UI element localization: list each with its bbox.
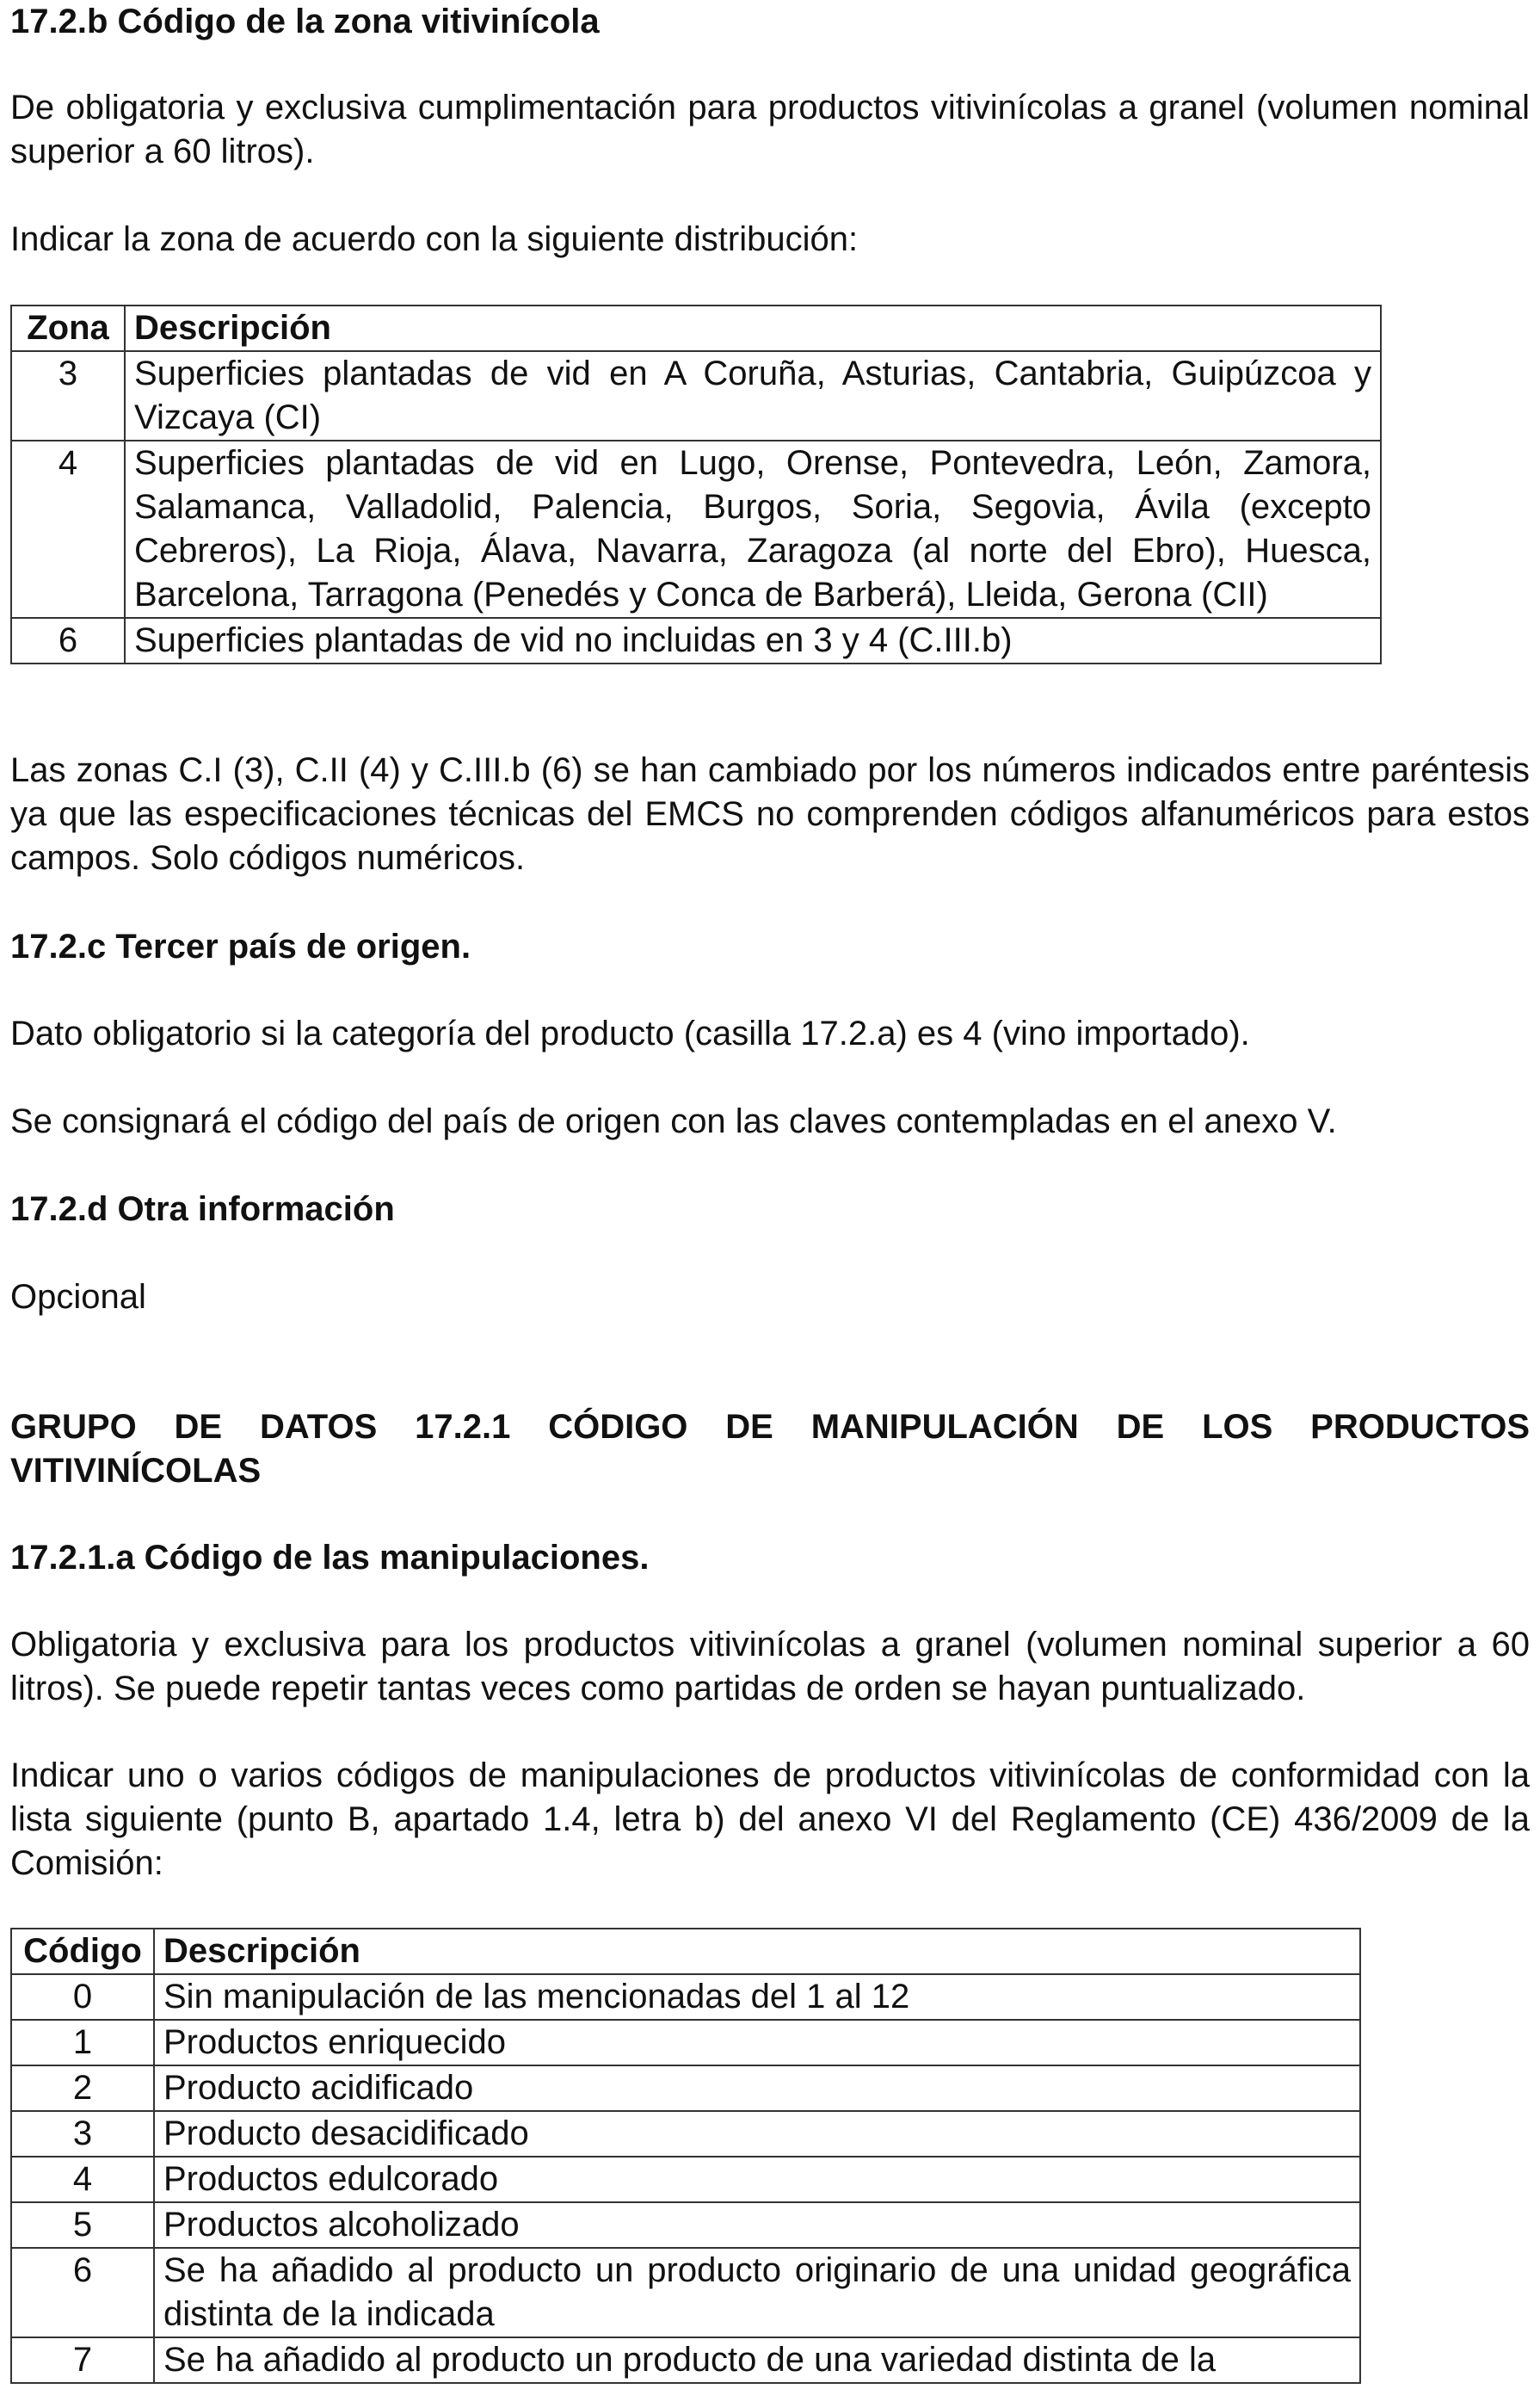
zone-code: 6: [11, 618, 125, 664]
paragraph-dato-obligatorio: Dato obligatorio si la categoría del producto (casilla 17.2.a) es 4 (vino importado).: [10, 1015, 1250, 1053]
zone-description: Superficies plantadas de vid en A Coruña, Asturias, Cantabria, Guipúzcoa y Vizcaya (CI): [125, 351, 1381, 441]
table-row: [11, 2202, 1360, 2248]
section-title-17-2-d: 17.2.d Otra información: [10, 1190, 395, 1228]
zone-table: [10, 305, 1382, 664]
manipulation-description: Productos edulcorado: [154, 2157, 1360, 2202]
section-title-17-2-b: 17.2.b Código de la zona vitivinícola: [10, 3, 600, 40]
paragraph-opcional: Opcional: [10, 1278, 146, 1316]
table-row: [11, 441, 1381, 618]
paragraph-codigo-pais: Se consignará el código del país de origen con las claves contempladas en el anexo V.: [10, 1102, 1337, 1140]
table-header-descripcion: Descripción: [125, 306, 1381, 351]
manipulation-table: [10, 1928, 1361, 2384]
manipulation-description: Sin manipulación de las mencionadas del 1 al 12: [154, 1974, 1360, 2020]
table-header-row: [11, 1929, 1360, 1974]
table-row: [11, 2157, 1360, 2202]
manipulation-description: Se ha añadido al producto un producto originario de una unidad geográfica distinta de la indicada: [154, 2248, 1360, 2337]
manipulation-description: Producto acidificado: [154, 2065, 1360, 2111]
section-title-17-2-1-a: 17.2.1.a Código de las manipulaciones.: [10, 1539, 650, 1577]
table-row: [11, 2248, 1360, 2337]
manipulation-description: Se ha añadido al producto un producto de una variedad distinta de la: [154, 2337, 1360, 2383]
table-row: [11, 2020, 1360, 2065]
table-row: [11, 2337, 1360, 2383]
table-row: [11, 1974, 1360, 2020]
group-title: GRUPO DE DATOS 17.2.1 CÓDIGO DE MANIPULACIÓN DE LOS PRODUCTOS VITIVINÍCOLAS: [10, 1408, 1530, 1490]
table-row: [11, 618, 1381, 664]
section-title-17-2-c: 17.2.c Tercer país de origen.: [10, 928, 471, 966]
manipulation-code: 2: [11, 2065, 154, 2111]
zone-description: Superficies plantadas de vid en Lugo, Orense, Pontevedra, León, Zamora, Salamanca, Valladolid, Palencia, Burgos, Soria, Segovia, Ávila (excepto Cebreros), La Rioja, Álava, Navarra, Zaragoza (al norte del Ebro), Huesca, Barcelona, Tarragona (Penedés y Conca de Barberá), Lleida, Gerona (CII): [125, 441, 1381, 618]
manipulation-code: 3: [11, 2111, 154, 2157]
paragraph-indicar-zona: Indicar la zona de acuerdo con la siguiente distribución:: [10, 220, 859, 258]
manipulation-code: 0: [11, 1974, 154, 2020]
paragraph-obligatoria-manipulaciones: Obligatoria y exclusiva para los productos vitivinícolas a granel (volumen nominal superior a 60 litros). Se puede repetir tantas veces como partidas de orden se hayan puntualizado.: [10, 1626, 1530, 1707]
table-row: [11, 2065, 1360, 2111]
table-row: [11, 2111, 1360, 2157]
paragraph-obligatoria: De obligatoria y exclusiva cumplimentación para productos vitivinícolas a granel (volumen nominal superior a 60 litros).: [10, 89, 1530, 170]
manipulation-code: 5: [11, 2202, 154, 2248]
zone-code: 3: [11, 351, 125, 441]
zone-description: Superficies plantadas de vid no incluidas en 3 y 4 (C.III.b): [125, 618, 1381, 664]
manipulation-code: 1: [11, 2020, 154, 2065]
table-row: [11, 351, 1381, 441]
manipulation-description: Productos alcoholizado: [154, 2202, 1360, 2248]
zone-code: 4: [11, 441, 125, 618]
manipulation-description: Producto desacidificado: [154, 2111, 1360, 2157]
manipulation-code: 7: [11, 2337, 154, 2383]
manipulation-description: Productos enriquecido: [154, 2020, 1360, 2065]
table-header-descripcion: Descripción: [154, 1929, 1360, 1974]
table-header-codigo: Código: [11, 1929, 154, 1974]
manipulation-code: 6: [11, 2248, 154, 2337]
table-header-zona: Zona: [11, 306, 125, 351]
table-header-row: [11, 306, 1381, 351]
paragraph-zonas-cambiadas: Las zonas C.I (3), C.II (4) y C.III.b (6) se han cambiado por los números indicados entre paréntesis ya que las especificaciones técnicas del EMCS no comprenden códigos alfanuméricos para estos campos. Solo códigos numéricos.: [10, 751, 1530, 877]
manipulation-code: 4: [11, 2157, 154, 2202]
paragraph-indicar-codigos: Indicar uno o varios códigos de manipulaciones de productos vitivinícolas de conformidad con la lista siguiente (punto B, apartado 1.4, letra b) del anexo VI del Reglamento (CE) 436/2009 de la Comisión:: [10, 1756, 1530, 1882]
